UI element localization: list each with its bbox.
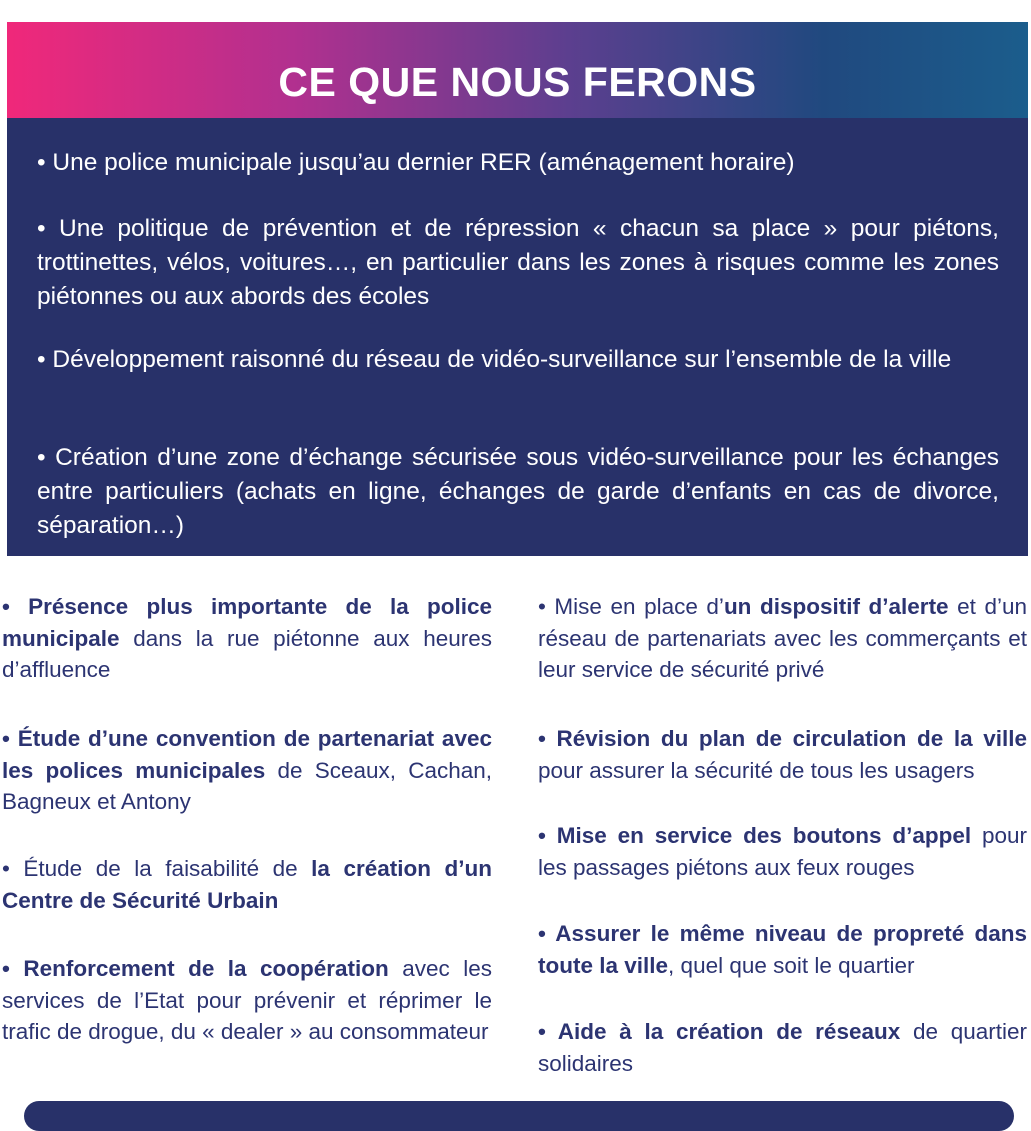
footer-bar <box>24 1101 1014 1131</box>
panel-item-2: • Une politique de prévention et de répression « chacun sa place » pour piétons, trottinettes, vélos, voitures…, en particulier dans les zones à risques comme les zones piétonnes ou aux abords des écoles <box>37 215 999 310</box>
right-item-2-bold: • Révision du plan de circulation de la ville <box>538 726 1027 751</box>
left-item-1 <box>2 591 492 686</box>
left-item-4-text: avec les services de l’Etat pour prévenir et réprimer le trafic de drogue, du « dealer » au consommateur <box>2 956 492 1044</box>
right-item-1-bold: un dispositif d’alerte <box>723 594 949 619</box>
right-item-4-bold: • Assurer le même niveau de propreté dans toute la ville <box>538 921 1027 978</box>
right-item-4-text: , quel que soit le quartier <box>668 952 915 978</box>
right-item-5-bold: • Aide à la création de réseaux <box>538 1019 901 1044</box>
right-item-1-text: et d’un réseau de partenariats avec les commerçants et leur service de sécurité privé <box>538 594 1027 682</box>
left-item-4 <box>2 953 492 1048</box>
left-item-3 <box>2 853 492 916</box>
right-item-4 <box>538 918 1027 981</box>
left-item-1-text: dans la rue piétonne aux heures d’affluence <box>2 625 492 682</box>
panel-item-1: • Une police municipale jusqu’au dernier RER (aménagement horaire) <box>37 149 795 176</box>
right-item-5 <box>538 1016 1027 1079</box>
right-item-3 <box>538 820 1027 883</box>
right-item-3-bold: • Mise en service des boutons d’appel <box>538 823 972 848</box>
left-item-2-bold: • Étude d’une convention de partenariat avec les polices municipales <box>2 726 492 783</box>
panel-item-3: • Développement raisonné du réseau de vidéo-surveillance sur l’ensemble de la ville <box>37 346 952 373</box>
left-item-1-bold: • Présence plus importante de la police municipale <box>2 594 492 651</box>
right-item-2-text: pour assurer la sécurité de tous les usagers <box>538 757 975 783</box>
left-item-4-bold: • Renforcement de la coopération <box>2 956 389 981</box>
right-item-2 <box>538 723 1027 786</box>
right-item-1 <box>538 591 1027 686</box>
right-item-1-prefix: • Mise en place d’ <box>538 594 724 619</box>
header-banner <box>7 22 1028 118</box>
right-item-5-text: de quartier solidaires <box>538 1019 1028 1076</box>
left-item-3-prefix: • Étude de la faisabilité de <box>2 856 312 881</box>
right-item-3-text: pour les passages piétons aux feux rouges <box>538 823 1027 880</box>
left-item-2 <box>2 723 492 818</box>
page-title: CE QUE NOUS FERONS <box>278 59 757 105</box>
left-item-2-text: de Sceaux, Cachan, Bagneux et Antony <box>2 757 492 814</box>
left-item-3-bold: la création d’un Centre de Sécurité Urbain <box>2 856 492 913</box>
panel-item-4: • Création d’une zone d’échange sécurisée sous vidéo-surveillance pour les échanges entre particuliers (achats en ligne, échanges de garde d’enfants en cas de divorce, séparation…) <box>37 444 999 539</box>
